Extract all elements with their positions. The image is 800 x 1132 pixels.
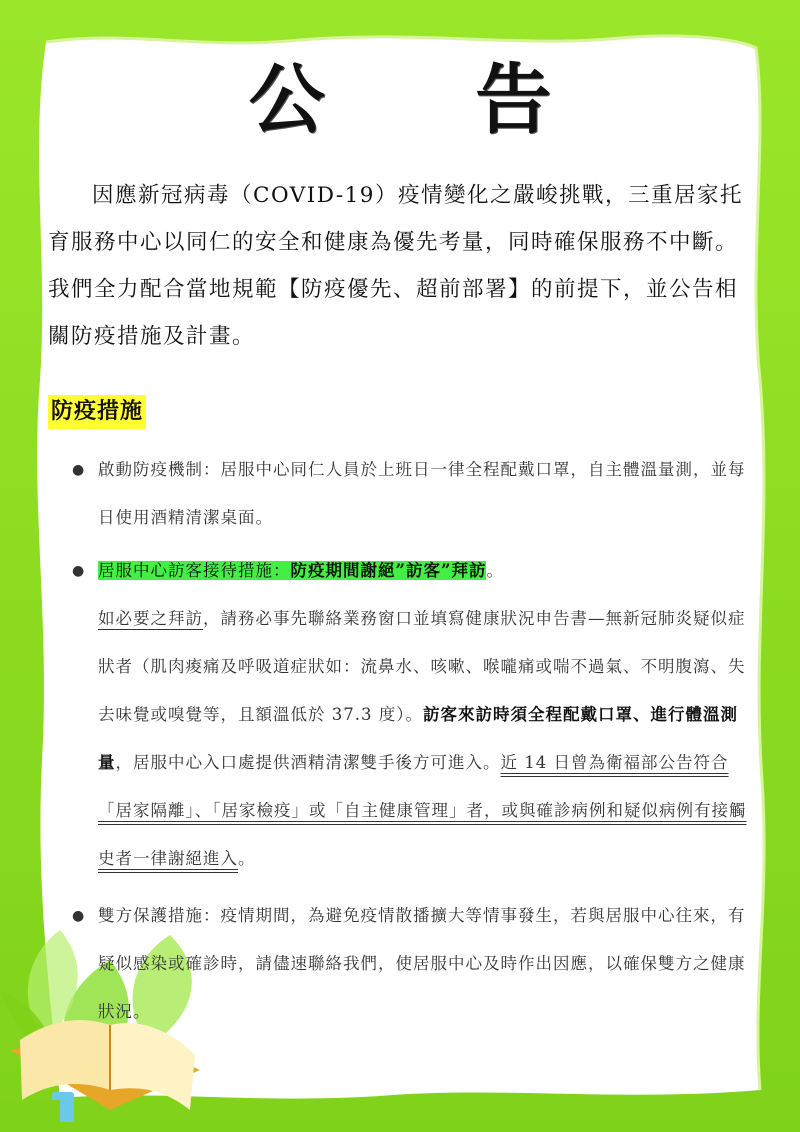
item-body: [98, 595, 748, 883]
item-heading-highlight: [98, 561, 486, 580]
intro-paragraph: 因應新冠病毒（COVID-19）疫情變化之嚴峻挑戰，三重居家托育服務中心以同仁的安全和健康為優先考量，同時確保服務不中斷。我們全力配合當地規範【防疫優先、超前部署】的前提下，並公告相關防疫措施及計畫。: [48, 183, 743, 349]
item-heading-end: 。: [486, 561, 504, 580]
list-item: [68, 892, 748, 1036]
underlined-lead: 如必要之拜訪: [98, 609, 203, 628]
bullet-icon: ●: [72, 908, 86, 924]
item-text: 啟動防疫機制：居服中心同仁人員於上班日一律全程配戴口罩，自主體溫量測，並每日使用酒精清潔桌面。: [98, 460, 746, 527]
item-text: 雙方保護措施：疫情期間，為避免疫情散播擴大等情事發生，若與居服中心往來，有疑似感染或確診時，請儘速聯絡我們，使居服中心及時作出因應，以確保雙方之健康狀況。: [98, 906, 746, 1021]
item-body-end: 。: [238, 849, 256, 868]
item-body-2: ，居服中心入口處提供酒精清潔雙手後方可進入。: [115, 753, 501, 772]
item-body-1: ，請務必事先聯絡業務窗口並填寫健康狀況申告書—無新冠肺炎疑似症狀者（肌肉痠痛及呼吸道症狀如：流鼻水、咳嗽、喉嚨痛或喘不過氣、不明腹瀉、失去味覺或嗅覺等，且額溫低於 37.3 度）。: [98, 609, 746, 724]
underlined-tail: 近 14 日曾為衛福部公告符合「居家隔離」、「居家檢疫」或「自主健康管理」者，或與確診病例和疑似病例有接觸史者一律謝絕進入: [98, 753, 747, 868]
page-title: 公 告: [248, 55, 614, 144]
bullet-icon: ●: [72, 462, 86, 478]
measure-list: [68, 446, 748, 1036]
list-item: [68, 547, 748, 883]
item-heading-bold: 防疫期間謝絕”訪客”拜訪: [290, 561, 487, 580]
section-heading: 防疫措施: [48, 395, 146, 429]
item-heading-prefix: 居服中心訪客接待措施：: [98, 561, 291, 580]
list-item: [68, 446, 748, 542]
item-bold-1: 訪客來訪時須全程配戴口罩、進行體溫測量: [98, 705, 738, 772]
bullet-icon: ●: [72, 563, 86, 579]
